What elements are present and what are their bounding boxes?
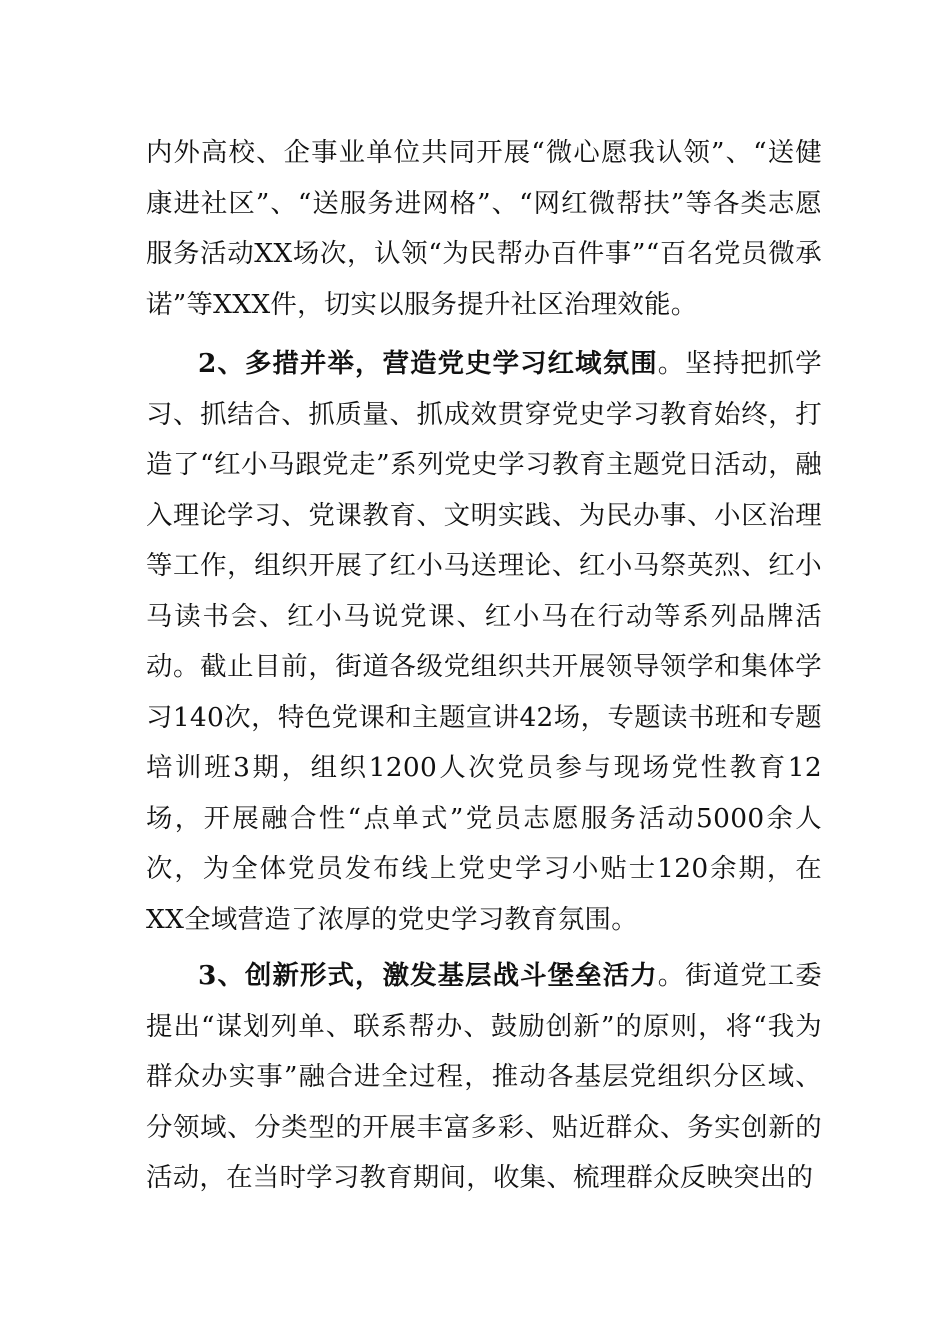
section-heading: 3、创新形式，激发基层战斗堡垒活力 — [198, 960, 658, 991]
paragraph-continuation — [146, 128, 822, 330]
paragraph-body: 。坚持把抓学习、抓结合、抓质量、抓成效贯穿党史学习教育始终，打造了“红小马跟党走”系列党史学习教育主题党日活动，融入理论学习、党课教育、文明实践、为民办事、小区治理等工作，组织开展了红小马送理论、红小马祭英烈、红小马读书会、红小马说党课、红小马在行动等系列品牌活动。截止目前，街道各级党组织共开展领导领学和集体学习140次，特色党课和主题宣讲42场，专题读书班和专题培训班3期，组织1200人次党员参与现场党性教育12场，开展融合性“点单式”党员志愿服务活动5000余人次，为全体党员发布线上党史学习小贴士120余期，在XX全域营造了浓厚的党史学习教育氛围。 — [146, 348, 822, 935]
section-heading: 2、多措并举，营造党史学习红域氛围 — [198, 348, 658, 379]
paragraph-body: 。街道党工委提出“谋划列单、联系帮办、鼓励创新”的原则，将“我为群众办实事”融合进全过程，推动各基层党组织分区域、分领域、分类型的开展丰富多彩、贴近群众、务实创新的活动，在当时学习教育期间，收集、梳理群众反映突出的 — [146, 960, 822, 1193]
paragraph-body: 内外高校、企事业单位共同开展“微心愿我认领”、“送健康进社区”、“送服务进网格”、“网红微帮扶”等各类志愿服务活动XX场次，认领“为民帮办百件事”“百名党员微承诺”等XXX件，切实以服务提升社区治理效能。 — [146, 137, 822, 320]
paragraph-section-3 — [146, 951, 822, 1204]
paragraph-section-2 — [146, 339, 822, 945]
